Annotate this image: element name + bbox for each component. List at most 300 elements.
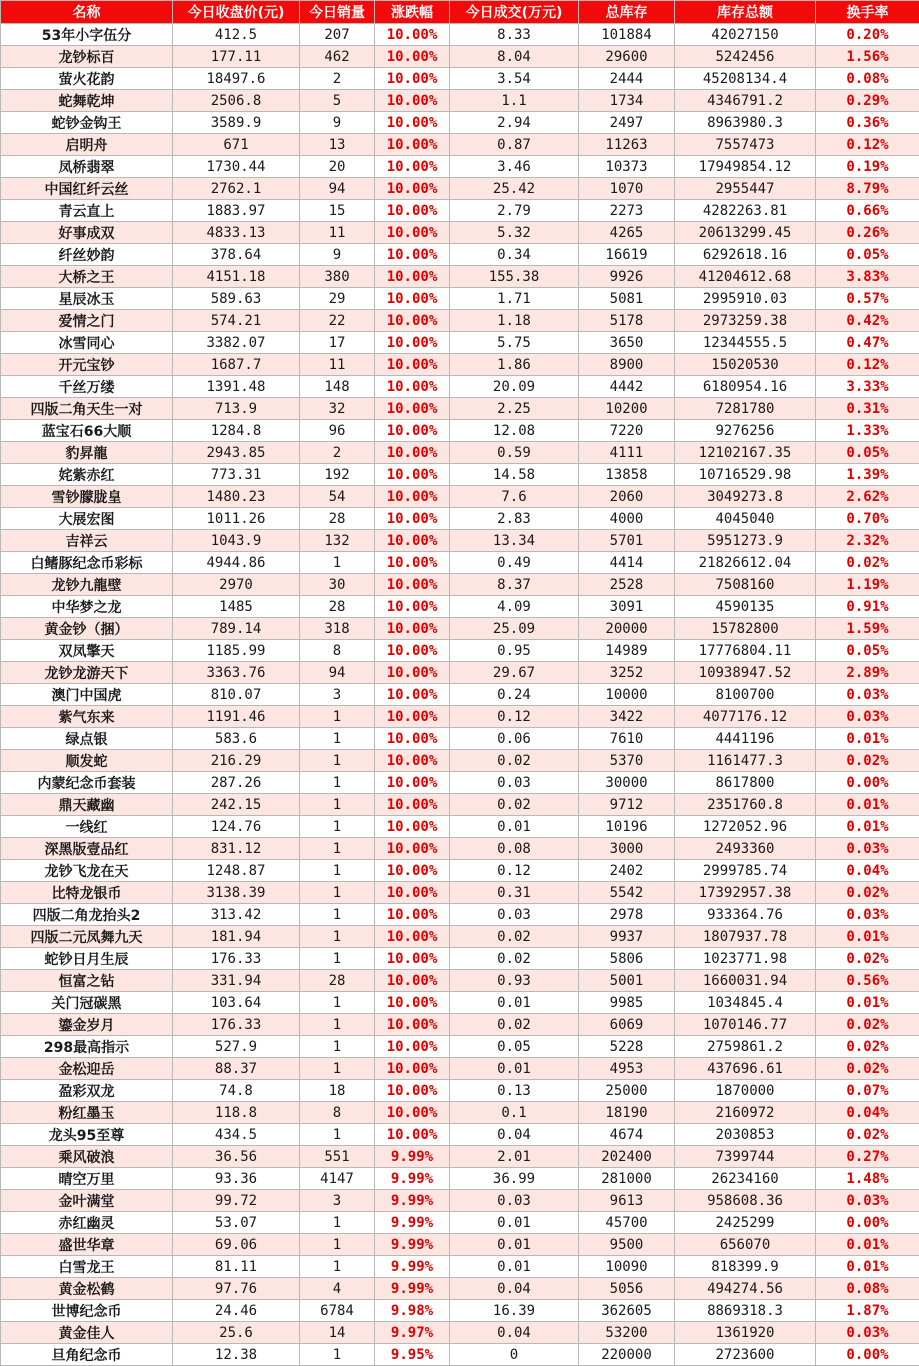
cell-sales: 11 bbox=[300, 222, 375, 244]
table-row bbox=[1, 1256, 919, 1278]
cell-stock: 362605 bbox=[579, 1300, 675, 1322]
cell-stock-value: 17949854.12 bbox=[675, 156, 816, 178]
cell-turnover: 1.1 bbox=[450, 90, 579, 112]
cell-close-price: 177.11 bbox=[173, 46, 300, 68]
cell-turnover: 0.34 bbox=[450, 244, 579, 266]
cell-name: 萤火花韵 bbox=[1, 68, 173, 90]
cell-change: 10.00% bbox=[375, 354, 450, 376]
cell-name: 吉祥云 bbox=[1, 530, 173, 552]
cell-name: 乘风破浪 bbox=[1, 1146, 173, 1168]
cell-turnover-rate: 0.01% bbox=[816, 728, 919, 750]
cell-close-price: 93.36 bbox=[173, 1168, 300, 1190]
cell-sales: 1 bbox=[300, 794, 375, 816]
cell-change: 10.00% bbox=[375, 486, 450, 508]
cell-name: 鎏金岁月 bbox=[1, 1014, 173, 1036]
cell-change: 10.00% bbox=[375, 288, 450, 310]
cell-close-price: 103.64 bbox=[173, 992, 300, 1014]
cell-close-price: 434.5 bbox=[173, 1124, 300, 1146]
cell-close-price: 88.37 bbox=[173, 1058, 300, 1080]
cell-change: 9.99% bbox=[375, 1256, 450, 1278]
cell-turnover-rate: 0.03% bbox=[816, 1190, 919, 1212]
cell-turnover-rate: 0.03% bbox=[816, 706, 919, 728]
cell-name: 深黑版壹品红 bbox=[1, 838, 173, 860]
table-row bbox=[1, 156, 919, 178]
cell-stock-value: 4282263.81 bbox=[675, 200, 816, 222]
cell-name: 蛇舞乾坤 bbox=[1, 90, 173, 112]
cell-name: 一线红 bbox=[1, 816, 173, 838]
cell-stock-value: 20613299.45 bbox=[675, 222, 816, 244]
cell-change: 10.00% bbox=[375, 662, 450, 684]
cell-close-price: 287.26 bbox=[173, 772, 300, 794]
cell-close-price: 589.63 bbox=[173, 288, 300, 310]
cell-stock: 13858 bbox=[579, 464, 675, 486]
cell-stock: 10200 bbox=[579, 398, 675, 420]
cell-name: 盛世华章 bbox=[1, 1234, 173, 1256]
col-change-header: 涨跌幅 bbox=[375, 1, 450, 24]
cell-name: 龙钞飞龙在天 bbox=[1, 860, 173, 882]
cell-name: 298最高指示 bbox=[1, 1036, 173, 1058]
table-row bbox=[1, 904, 919, 926]
cell-stock-value: 17776804.11 bbox=[675, 640, 816, 662]
cell-name: 四版二元凤舞九天 bbox=[1, 926, 173, 948]
cell-change: 10.00% bbox=[375, 68, 450, 90]
cell-sales: 15 bbox=[300, 200, 375, 222]
cell-turnover: 0.03 bbox=[450, 1190, 579, 1212]
cell-change: 10.00% bbox=[375, 1014, 450, 1036]
cell-stock-value: 15782800 bbox=[675, 618, 816, 640]
cell-sales: 5 bbox=[300, 90, 375, 112]
cell-stock-value: 2425299 bbox=[675, 1212, 816, 1234]
table-row bbox=[1, 640, 919, 662]
cell-turnover: 0.04 bbox=[450, 1124, 579, 1146]
table-row bbox=[1, 816, 919, 838]
cell-turnover: 5.32 bbox=[450, 222, 579, 244]
cell-name: 比特龙银币 bbox=[1, 882, 173, 904]
table-row bbox=[1, 508, 919, 530]
cell-stock: 11263 bbox=[579, 134, 675, 156]
cell-sales: 29 bbox=[300, 288, 375, 310]
cell-change: 10.00% bbox=[375, 838, 450, 860]
table-row bbox=[1, 266, 919, 288]
cell-change: 10.00% bbox=[375, 948, 450, 970]
cell-sales: 18 bbox=[300, 1080, 375, 1102]
cell-sales: 462 bbox=[300, 46, 375, 68]
cell-change: 10.00% bbox=[375, 1036, 450, 1058]
cell-turnover-rate: 1.48% bbox=[816, 1168, 919, 1190]
cell-turnover: 0.03 bbox=[450, 772, 579, 794]
cell-close-price: 713.9 bbox=[173, 398, 300, 420]
cell-turnover: 25.09 bbox=[450, 618, 579, 640]
cell-close-price: 1730.44 bbox=[173, 156, 300, 178]
cell-stock: 5228 bbox=[579, 1036, 675, 1058]
table-row bbox=[1, 882, 919, 904]
cell-turnover: 0.12 bbox=[450, 860, 579, 882]
cell-stock-value: 2973259.38 bbox=[675, 310, 816, 332]
cell-stock-value: 2955447 bbox=[675, 178, 816, 200]
table-row bbox=[1, 310, 919, 332]
cell-name: 龙钞标百 bbox=[1, 46, 173, 68]
cell-turnover: 0.05 bbox=[450, 1036, 579, 1058]
cell-stock-value: 8869318.3 bbox=[675, 1300, 816, 1322]
cell-stock: 3422 bbox=[579, 706, 675, 728]
table-row bbox=[1, 948, 919, 970]
cell-sales: 8 bbox=[300, 640, 375, 662]
cell-sales: 318 bbox=[300, 618, 375, 640]
cell-turnover: 0.01 bbox=[450, 1212, 579, 1234]
col-name-header: 名称 bbox=[1, 1, 173, 24]
cell-turnover-rate: 0.12% bbox=[816, 354, 919, 376]
table-row bbox=[1, 112, 919, 134]
header-row bbox=[1, 1, 919, 24]
cell-turnover-rate: 8.79% bbox=[816, 178, 919, 200]
cell-name: 黄金松鹤 bbox=[1, 1278, 173, 1300]
cell-turnover-rate: 0.05% bbox=[816, 442, 919, 464]
cell-turnover-rate: 0.02% bbox=[816, 882, 919, 904]
cell-stock: 3000 bbox=[579, 838, 675, 860]
cell-stock-value: 437696.61 bbox=[675, 1058, 816, 1080]
cell-turnover-rate: 0.02% bbox=[816, 552, 919, 574]
cell-turnover-rate: 1.87% bbox=[816, 1300, 919, 1322]
cell-change: 10.00% bbox=[375, 904, 450, 926]
cell-name: 大展宏图 bbox=[1, 508, 173, 530]
cell-sales: 1 bbox=[300, 706, 375, 728]
cell-turnover: 2.01 bbox=[450, 1146, 579, 1168]
cell-turnover-rate: 0.56% bbox=[816, 970, 919, 992]
cell-close-price: 1687.7 bbox=[173, 354, 300, 376]
cell-sales: 6784 bbox=[300, 1300, 375, 1322]
cell-name: 恒富之钻 bbox=[1, 970, 173, 992]
cell-close-price: 4833.13 bbox=[173, 222, 300, 244]
cell-name: 澳门中国虎 bbox=[1, 684, 173, 706]
cell-change: 10.00% bbox=[375, 728, 450, 750]
cell-close-price: 810.07 bbox=[173, 684, 300, 706]
cell-change: 9.99% bbox=[375, 1146, 450, 1168]
cell-turnover: 13.34 bbox=[450, 530, 579, 552]
cell-name: 星辰冰玉 bbox=[1, 288, 173, 310]
cell-name: 龙头95至尊 bbox=[1, 1124, 173, 1146]
cell-stock-value: 1870000 bbox=[675, 1080, 816, 1102]
cell-change: 10.00% bbox=[375, 574, 450, 596]
cell-turnover-rate: 0.03% bbox=[816, 1322, 919, 1344]
cell-stock-value: 2723600 bbox=[675, 1344, 816, 1366]
cell-change: 10.00% bbox=[375, 46, 450, 68]
cell-sales: 1 bbox=[300, 552, 375, 574]
cell-close-price: 242.15 bbox=[173, 794, 300, 816]
cell-stock: 4265 bbox=[579, 222, 675, 244]
cell-name: 金叶满堂 bbox=[1, 1190, 173, 1212]
cell-sales: 1 bbox=[300, 860, 375, 882]
cell-sales: 1 bbox=[300, 1036, 375, 1058]
table-row bbox=[1, 178, 919, 200]
cell-close-price: 1191.46 bbox=[173, 706, 300, 728]
cell-stock: 5701 bbox=[579, 530, 675, 552]
cell-sales: 1 bbox=[300, 1124, 375, 1146]
cell-sales: 1 bbox=[300, 882, 375, 904]
cell-stock: 30000 bbox=[579, 772, 675, 794]
cell-stock-value: 12344555.5 bbox=[675, 332, 816, 354]
cell-turnover-rate: 0.05% bbox=[816, 640, 919, 662]
table-row bbox=[1, 90, 919, 112]
cell-sales: 1 bbox=[300, 926, 375, 948]
cell-change: 10.00% bbox=[375, 882, 450, 904]
cell-change: 10.00% bbox=[375, 970, 450, 992]
cell-sales: 9 bbox=[300, 112, 375, 134]
cell-change: 10.00% bbox=[375, 1058, 450, 1080]
cell-sales: 207 bbox=[300, 24, 375, 46]
cell-stock-value: 1023771.98 bbox=[675, 948, 816, 970]
cell-close-price: 1043.9 bbox=[173, 530, 300, 552]
cell-stock-value: 8100700 bbox=[675, 684, 816, 706]
cell-change: 10.00% bbox=[375, 750, 450, 772]
cell-turnover: 5.75 bbox=[450, 332, 579, 354]
cell-turnover-rate: 0.07% bbox=[816, 1080, 919, 1102]
cell-close-price: 1883.97 bbox=[173, 200, 300, 222]
cell-turnover-rate: 0.20% bbox=[816, 24, 919, 46]
cell-name: 启明舟 bbox=[1, 134, 173, 156]
cell-turnover: 25.42 bbox=[450, 178, 579, 200]
cell-stock: 9712 bbox=[579, 794, 675, 816]
cell-stock-value: 5951273.9 bbox=[675, 530, 816, 552]
cell-close-price: 527.9 bbox=[173, 1036, 300, 1058]
cell-close-price: 831.12 bbox=[173, 838, 300, 860]
table-row bbox=[1, 1234, 919, 1256]
cell-name: 绿点银 bbox=[1, 728, 173, 750]
cell-turnover: 0.04 bbox=[450, 1278, 579, 1300]
cell-sales: 22 bbox=[300, 310, 375, 332]
table-row bbox=[1, 1212, 919, 1234]
cell-close-price: 25.6 bbox=[173, 1322, 300, 1344]
cell-stock-value: 1161477.3 bbox=[675, 750, 816, 772]
cell-sales: 13 bbox=[300, 134, 375, 156]
cell-turnover-rate: 0.02% bbox=[816, 1014, 919, 1036]
cell-stock-value: 9276256 bbox=[675, 420, 816, 442]
cell-turnover-rate: 1.39% bbox=[816, 464, 919, 486]
cell-stock-value: 6292618.16 bbox=[675, 244, 816, 266]
cell-name: 53年小字伍分 bbox=[1, 24, 173, 46]
cell-change: 10.00% bbox=[375, 684, 450, 706]
cell-stock-value: 4441196 bbox=[675, 728, 816, 750]
cell-name: 爱情之门 bbox=[1, 310, 173, 332]
cell-sales: 11 bbox=[300, 354, 375, 376]
cell-close-price: 331.94 bbox=[173, 970, 300, 992]
cell-turnover-rate: 0.02% bbox=[816, 750, 919, 772]
cell-sales: 94 bbox=[300, 662, 375, 684]
cell-stock-value: 818399.9 bbox=[675, 1256, 816, 1278]
cell-turnover: 0.02 bbox=[450, 1014, 579, 1036]
cell-turnover-rate: 0.00% bbox=[816, 772, 919, 794]
table-row bbox=[1, 1080, 919, 1102]
cell-turnover-rate: 2.32% bbox=[816, 530, 919, 552]
cell-stock-value: 6180954.16 bbox=[675, 376, 816, 398]
cell-turnover-rate: 0.03% bbox=[816, 838, 919, 860]
cell-sales: 96 bbox=[300, 420, 375, 442]
cell-close-price: 583.6 bbox=[173, 728, 300, 750]
cell-stock-value: 42027150 bbox=[675, 24, 816, 46]
table-row bbox=[1, 794, 919, 816]
table-row bbox=[1, 706, 919, 728]
cell-close-price: 3589.9 bbox=[173, 112, 300, 134]
cell-turnover-rate: 1.19% bbox=[816, 574, 919, 596]
cell-name: 雪钞朦胧皇 bbox=[1, 486, 173, 508]
cell-close-price: 216.29 bbox=[173, 750, 300, 772]
table-row bbox=[1, 244, 919, 266]
cell-turnover-rate: 0.04% bbox=[816, 860, 919, 882]
cell-name: 黄金佳人 bbox=[1, 1322, 173, 1344]
cell-stock-value: 933364.76 bbox=[675, 904, 816, 926]
cell-name: 好事成双 bbox=[1, 222, 173, 244]
cell-close-price: 36.56 bbox=[173, 1146, 300, 1168]
cell-change: 10.00% bbox=[375, 398, 450, 420]
cell-stock: 10373 bbox=[579, 156, 675, 178]
cell-stock: 8900 bbox=[579, 354, 675, 376]
cell-turnover-rate: 0.08% bbox=[816, 68, 919, 90]
cell-stock-value: 4045040 bbox=[675, 508, 816, 530]
cell-turnover: 7.6 bbox=[450, 486, 579, 508]
cell-close-price: 3138.39 bbox=[173, 882, 300, 904]
cell-stock: 16619 bbox=[579, 244, 675, 266]
cell-stock-value: 12102167.35 bbox=[675, 442, 816, 464]
cell-turnover: 0.01 bbox=[450, 1058, 579, 1080]
table-row bbox=[1, 464, 919, 486]
cell-turnover: 0.02 bbox=[450, 794, 579, 816]
cell-turnover: 0.01 bbox=[450, 816, 579, 838]
cell-stock-value: 17392957.38 bbox=[675, 882, 816, 904]
cell-close-price: 574.21 bbox=[173, 310, 300, 332]
cell-turnover-rate: 0.05% bbox=[816, 244, 919, 266]
cell-change: 10.00% bbox=[375, 464, 450, 486]
table-row bbox=[1, 772, 919, 794]
cell-stock: 9500 bbox=[579, 1234, 675, 1256]
cell-turnover-rate: 0.29% bbox=[816, 90, 919, 112]
cell-turnover-rate: 0.01% bbox=[816, 794, 919, 816]
cell-close-price: 181.94 bbox=[173, 926, 300, 948]
cell-stock: 6069 bbox=[579, 1014, 675, 1036]
cell-turnover: 0.95 bbox=[450, 640, 579, 662]
table-row bbox=[1, 398, 919, 420]
cell-name: 紫气东来 bbox=[1, 706, 173, 728]
table-row bbox=[1, 420, 919, 442]
cell-stock-value: 7281780 bbox=[675, 398, 816, 420]
cell-turnover: 4.09 bbox=[450, 596, 579, 618]
cell-turnover-rate: 3.83% bbox=[816, 266, 919, 288]
cell-turnover: 0.1 bbox=[450, 1102, 579, 1124]
cell-turnover-rate: 0.04% bbox=[816, 1102, 919, 1124]
cell-close-price: 1011.26 bbox=[173, 508, 300, 530]
cell-change: 10.00% bbox=[375, 178, 450, 200]
table-row bbox=[1, 1190, 919, 1212]
cell-name: 冰雪同心 bbox=[1, 332, 173, 354]
table-row bbox=[1, 574, 919, 596]
cell-stock: 10000 bbox=[579, 684, 675, 706]
cell-turnover-rate: 0.02% bbox=[816, 1058, 919, 1080]
cell-change: 10.00% bbox=[375, 134, 450, 156]
cell-change: 10.00% bbox=[375, 222, 450, 244]
cell-stock: 9926 bbox=[579, 266, 675, 288]
cell-turnover: 0.01 bbox=[450, 1256, 579, 1278]
cell-stock: 2060 bbox=[579, 486, 675, 508]
cell-sales: 1 bbox=[300, 816, 375, 838]
cell-turnover-rate: 0.01% bbox=[816, 992, 919, 1014]
cell-close-price: 3382.07 bbox=[173, 332, 300, 354]
cell-stock-value: 10938947.52 bbox=[675, 662, 816, 684]
cell-stock-value: 2493360 bbox=[675, 838, 816, 860]
cell-turnover-rate: 0.00% bbox=[816, 1212, 919, 1234]
cell-sales: 2 bbox=[300, 68, 375, 90]
cell-name: 凤桥翡翠 bbox=[1, 156, 173, 178]
cell-stock: 25000 bbox=[579, 1080, 675, 1102]
table-row bbox=[1, 992, 919, 1014]
cell-change: 10.00% bbox=[375, 90, 450, 112]
col-stock-value-header: 库存总额 bbox=[675, 1, 816, 24]
cell-close-price: 1485 bbox=[173, 596, 300, 618]
cell-stock: 3091 bbox=[579, 596, 675, 618]
cell-sales: 1 bbox=[300, 904, 375, 926]
cell-turnover-rate: 0.08% bbox=[816, 1278, 919, 1300]
cell-close-price: 53.07 bbox=[173, 1212, 300, 1234]
cell-stock: 7220 bbox=[579, 420, 675, 442]
cell-sales: 380 bbox=[300, 266, 375, 288]
cell-sales: 132 bbox=[300, 530, 375, 552]
cell-sales: 1 bbox=[300, 750, 375, 772]
cell-stock: 4442 bbox=[579, 376, 675, 398]
cell-change: 10.00% bbox=[375, 310, 450, 332]
cell-sales: 1 bbox=[300, 838, 375, 860]
cell-sales: 1 bbox=[300, 1234, 375, 1256]
cell-sales: 30 bbox=[300, 574, 375, 596]
cell-close-price: 124.76 bbox=[173, 816, 300, 838]
cell-close-price: 1391.48 bbox=[173, 376, 300, 398]
table-row bbox=[1, 376, 919, 398]
cell-close-price: 12.38 bbox=[173, 1344, 300, 1366]
table-row bbox=[1, 1168, 919, 1190]
table-row bbox=[1, 530, 919, 552]
cell-stock: 9937 bbox=[579, 926, 675, 948]
cell-close-price: 118.8 bbox=[173, 1102, 300, 1124]
cell-name: 龙钞九龍壁 bbox=[1, 574, 173, 596]
cell-turnover-rate: 0.27% bbox=[816, 1146, 919, 1168]
cell-close-price: 1185.99 bbox=[173, 640, 300, 662]
cell-turnover-rate: 2.89% bbox=[816, 662, 919, 684]
cell-close-price: 1284.8 bbox=[173, 420, 300, 442]
cell-name: 青云直上 bbox=[1, 200, 173, 222]
cell-stock: 4414 bbox=[579, 552, 675, 574]
cell-turnover: 0.02 bbox=[450, 948, 579, 970]
cell-turnover-rate: 0.01% bbox=[816, 926, 919, 948]
table-row bbox=[1, 1036, 919, 1058]
table-row bbox=[1, 46, 919, 68]
cell-change: 10.00% bbox=[375, 816, 450, 838]
cell-change: 10.00% bbox=[375, 442, 450, 464]
cell-stock-value: 1034845.4 bbox=[675, 992, 816, 1014]
cell-change: 10.00% bbox=[375, 1080, 450, 1102]
cell-change: 9.99% bbox=[375, 1190, 450, 1212]
table-row bbox=[1, 68, 919, 90]
cell-stock-value: 8963980.3 bbox=[675, 112, 816, 134]
cell-stock: 4111 bbox=[579, 442, 675, 464]
col-close-price-header: 今日收盘价(元) bbox=[173, 1, 300, 24]
cell-change: 10.00% bbox=[375, 530, 450, 552]
cell-close-price: 1480.23 bbox=[173, 486, 300, 508]
cell-turnover: 8.04 bbox=[450, 46, 579, 68]
cell-stock-value: 2160972 bbox=[675, 1102, 816, 1124]
cell-name: 内蒙纪念币套装 bbox=[1, 772, 173, 794]
cell-turnover: 0.24 bbox=[450, 684, 579, 706]
cell-close-price: 69.06 bbox=[173, 1234, 300, 1256]
cell-turnover: 0 bbox=[450, 1344, 579, 1366]
cell-name: 双凤擎天 bbox=[1, 640, 173, 662]
cell-sales: 148 bbox=[300, 376, 375, 398]
cell-close-price: 4151.18 bbox=[173, 266, 300, 288]
